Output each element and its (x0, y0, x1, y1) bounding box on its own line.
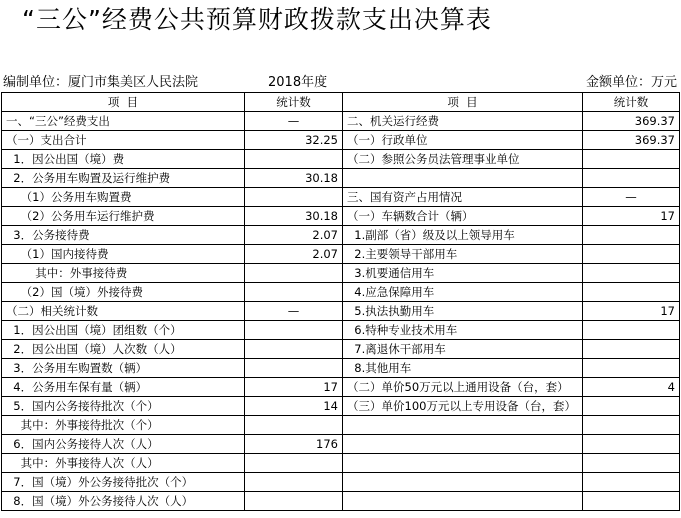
right-value-cell (583, 454, 680, 473)
table-header-row (2, 93, 680, 112)
right-value-cell: 369.37 (583, 112, 680, 131)
right-item-cell: （二）单价50万元以上通用设备（台，套） (343, 378, 583, 397)
table-row (2, 150, 680, 169)
left-item-cell: 7．国（境）外公务接待批次（个） (2, 473, 245, 492)
left-item-cell: 其中：外事接待人次（人） (2, 454, 245, 473)
amount-unit: 金额单位：万元 (585, 75, 677, 90)
right-item-cell (343, 435, 583, 454)
right-item-cell: 三、国有资产占用情况 (343, 188, 583, 207)
table-row (2, 340, 680, 359)
table-row (2, 131, 680, 150)
right-value-cell (583, 416, 680, 435)
left-value-cell (245, 416, 343, 435)
right-value-cell: — (583, 188, 680, 207)
left-value-cell: 176 (245, 435, 343, 454)
right-item-cell: 1.副部（省）级及以上领导用车 (343, 226, 583, 245)
right-item-cell: 5.执法执勤用车 (343, 302, 583, 321)
right-value-cell (583, 245, 680, 264)
left-value-cell (245, 340, 343, 359)
left-value-cell (245, 454, 343, 473)
header-value-2: 统计数 (583, 93, 680, 112)
table-row (2, 378, 680, 397)
header-item-2: 项 目 (343, 93, 583, 112)
left-value-cell: 30.18 (245, 207, 343, 226)
table-row (2, 264, 680, 283)
right-item-cell: 3.机要通信用车 (343, 264, 583, 283)
table-row (2, 454, 680, 473)
right-value-cell: 4 (583, 378, 680, 397)
right-item-cell (343, 454, 583, 473)
right-value-cell (583, 359, 680, 378)
table-row (2, 112, 680, 131)
right-value-cell (583, 435, 680, 454)
right-item-cell: 8.其他用车 (343, 359, 583, 378)
left-item-cell: 其中：外事接待批次（个） (2, 416, 245, 435)
left-value-cell: — (245, 302, 343, 321)
reporting-unit: 编制单位：厦门市集美区人民法院 (3, 75, 199, 90)
left-item-cell: （一）支出合计 (2, 131, 245, 150)
table-row (2, 207, 680, 226)
right-value-cell (583, 226, 680, 245)
left-value-cell: 30.18 (245, 169, 343, 188)
table-row (2, 302, 680, 321)
left-value-cell (245, 264, 343, 283)
left-item-cell: 3．公务接待费 (2, 226, 245, 245)
left-item-cell: （2）公务用车运行维护费 (2, 207, 245, 226)
table-row (2, 321, 680, 340)
left-value-cell: 32.25 (245, 131, 343, 150)
left-item-cell: 其中：外事接待费 (2, 264, 245, 283)
left-value-cell (245, 188, 343, 207)
right-item-cell: （三）单价100万元以上专用设备（台，套） (343, 397, 583, 416)
table-row (2, 226, 680, 245)
right-value-cell (583, 321, 680, 340)
right-item-cell: 7.离退休干部用车 (343, 340, 583, 359)
right-value-cell (583, 397, 680, 416)
right-item-cell: 二、机关运行经费 (343, 112, 583, 131)
right-value-cell (583, 473, 680, 492)
left-item-cell: （1）公务用车购置费 (2, 188, 245, 207)
left-value-cell: — (245, 112, 343, 131)
right-value-cell (583, 264, 680, 283)
left-value-cell (245, 492, 343, 511)
right-value-cell (583, 150, 680, 169)
table-row (2, 492, 680, 511)
right-item-cell: （一）行政单位 (343, 131, 583, 150)
right-value-cell (583, 340, 680, 359)
table-row (2, 397, 680, 416)
left-value-cell (245, 283, 343, 302)
right-item-cell: 6.特种专业技术用车 (343, 321, 583, 340)
right-item-cell: 2.主要领导干部用车 (343, 245, 583, 264)
right-value-cell (583, 169, 680, 188)
right-item-cell (343, 492, 583, 511)
right-item-cell (343, 473, 583, 492)
table-row (2, 473, 680, 492)
expenditure-table (1, 92, 680, 511)
right-value-cell: 17 (583, 207, 680, 226)
table-row (2, 435, 680, 454)
header-item: 项 目 (2, 93, 245, 112)
left-value-cell: 17 (245, 378, 343, 397)
right-item-cell (343, 169, 583, 188)
table-row (2, 188, 680, 207)
table-row (2, 245, 680, 264)
left-item-cell: （1）国内接待费 (2, 245, 245, 264)
left-value-cell (245, 473, 343, 492)
left-item-cell: 8．国（境）外公务接待人次（人） (2, 492, 245, 511)
right-value-cell: 17 (583, 302, 680, 321)
table-row (2, 169, 680, 188)
right-value-cell (583, 492, 680, 511)
left-value-cell (245, 150, 343, 169)
left-item-cell: （二）相关统计数 (2, 302, 245, 321)
right-item-cell: （一）车辆数合计（辆） (343, 207, 583, 226)
table-row (2, 416, 680, 435)
left-item-cell: 2．公务用车购置及运行维护费 (2, 169, 245, 188)
right-item-cell (343, 416, 583, 435)
left-item-cell: 4．公务用车保有量（辆） (2, 378, 245, 397)
right-value-cell: 369.37 (583, 131, 680, 150)
left-item-cell: 5．国内公务接待批次（个） (2, 397, 245, 416)
right-item-cell: （二）参照公务员法管理事业单位 (343, 150, 583, 169)
left-item-cell: 一、“三公”经费支出 (2, 112, 245, 131)
left-item-cell: （2）国（境）外接待费 (2, 283, 245, 302)
left-value-cell: 2.07 (245, 245, 343, 264)
page-title: “三公”经费公共预算财政拨款支出决算表 (22, 5, 492, 34)
left-value-cell: 14 (245, 397, 343, 416)
header-value: 统计数 (245, 93, 343, 112)
left-value-cell (245, 321, 343, 340)
left-value-cell: 2.07 (245, 226, 343, 245)
right-item-cell: 4.应急保障用车 (343, 283, 583, 302)
left-item-cell: 1．因公出国（境）团组数（个） (2, 321, 245, 340)
right-value-cell (583, 283, 680, 302)
left-value-cell (245, 359, 343, 378)
fiscal-year: 2018年度 (268, 75, 328, 90)
table-row (2, 283, 680, 302)
left-item-cell: 1．因公出国（境）费 (2, 150, 245, 169)
left-item-cell: 3．公务用车购置数（辆） (2, 359, 245, 378)
table-row (2, 359, 680, 378)
left-item-cell: 2．因公出国（境）人次数（人） (2, 340, 245, 359)
left-item-cell: 6．国内公务接待人次（人） (2, 435, 245, 454)
